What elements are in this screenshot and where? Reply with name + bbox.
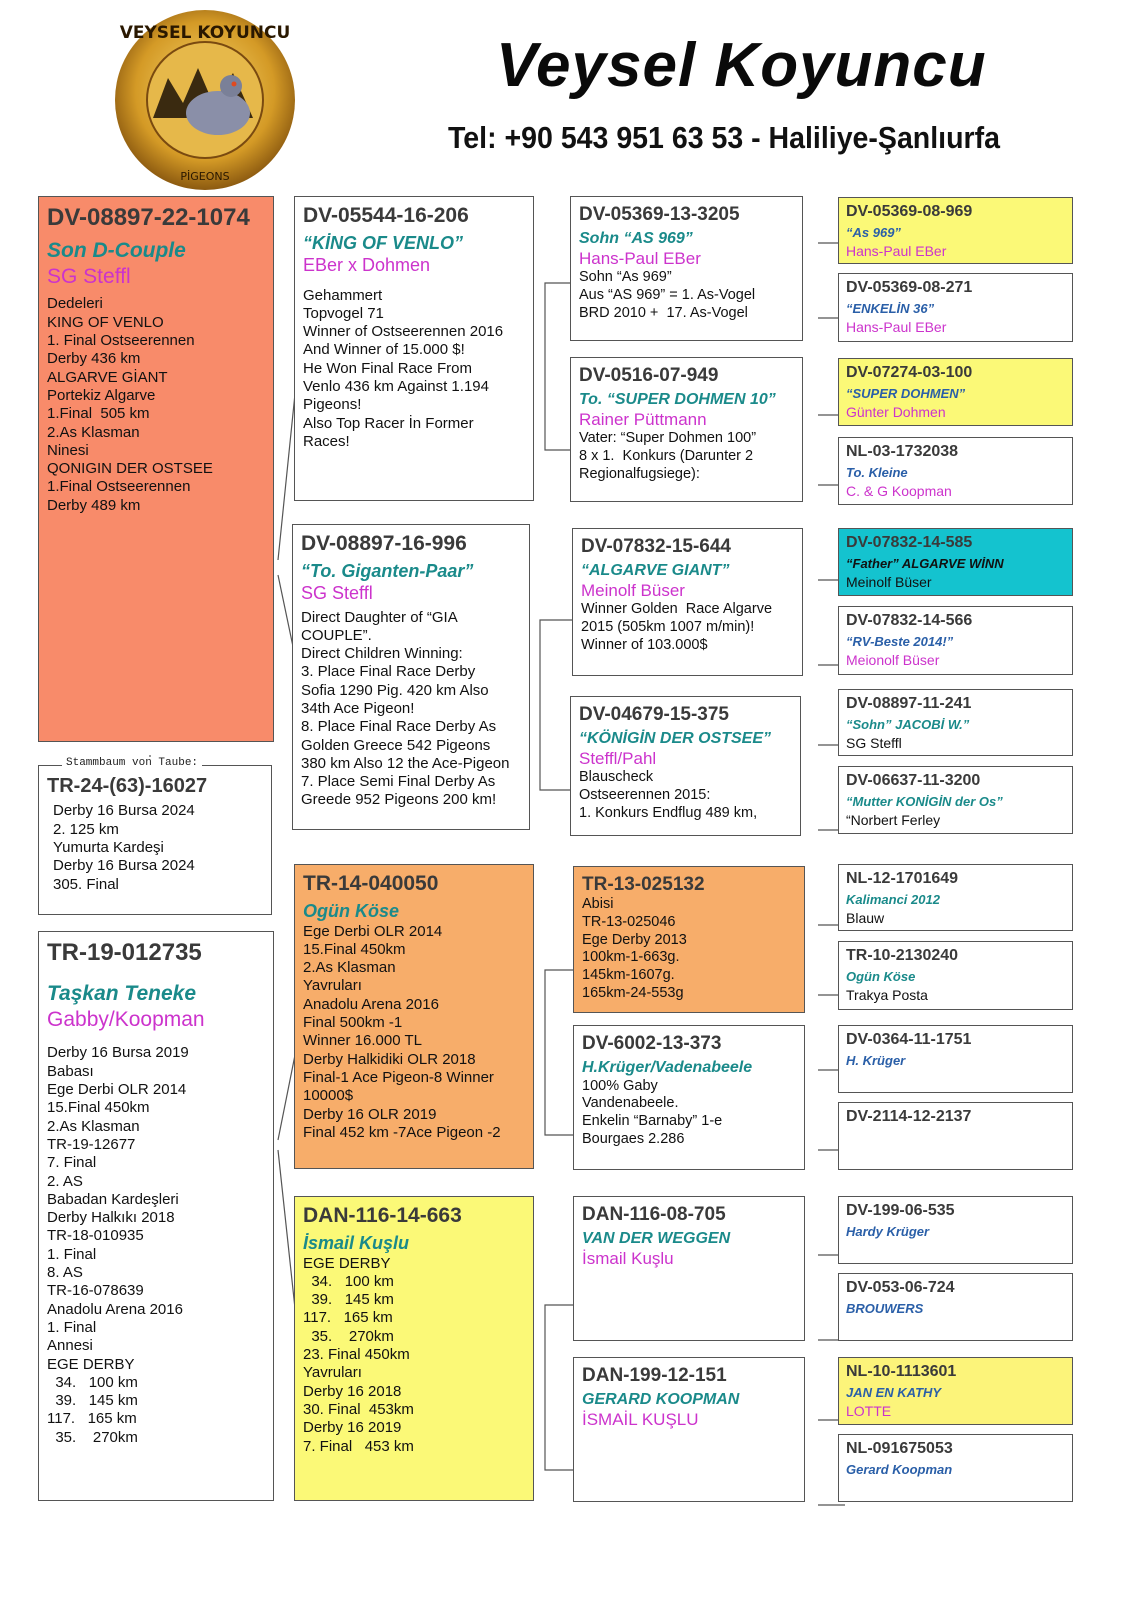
breeder: Meionolf Büser — [846, 652, 940, 669]
svg-text:PİGEONS: PİGEONS — [180, 170, 230, 183]
ring-number: DV-6002-13-373 — [582, 1033, 722, 1054]
great-grandparent-card — [838, 941, 1073, 1010]
pedigree-notes — [579, 769, 792, 822]
ring-number: DV-199-06-535 — [846, 1202, 955, 1219]
pedigree-notes — [301, 609, 521, 810]
dam-card — [38, 931, 274, 1501]
great-grandparent-card — [838, 1102, 1073, 1170]
ring-number: TR-14-040050 — [303, 872, 439, 895]
note-line: Sohn “As 969” — [579, 269, 672, 286]
note-line: Pigeons! — [303, 396, 362, 414]
pigeon-name: H. Krüger — [846, 1052, 906, 1068]
ring-number: NL-12-1701649 — [846, 870, 959, 887]
pedigree-notes — [579, 430, 794, 483]
pigeon-name: Ogün Köse — [846, 968, 916, 984]
pigeon-name: “ALGARVE GIANT” — [581, 562, 730, 580]
note-line: 100km-1-663g. — [582, 949, 680, 966]
note-line: Final 452 km -7Ace Pigeon -2 — [303, 1123, 501, 1141]
pigeon-name: VAN DER WEGGEN — [582, 1230, 731, 1248]
logo — [113, 8, 298, 193]
note-line: 39. 145 km — [303, 1291, 394, 1309]
note-line: Vater: “Super Dohmen 100” — [579, 430, 757, 447]
pigeon-name: BROUWERS — [846, 1300, 924, 1316]
breeder: Steffl/Pahl — [579, 748, 657, 768]
great-grandparent-card — [838, 437, 1073, 505]
note-line: Derby 489 km — [47, 496, 141, 514]
breeder: Hans-Paul EBer — [846, 319, 947, 336]
note-line: Sofia 1290 Pig. 420 km Also — [301, 681, 489, 699]
note-line: Yavruları — [303, 977, 362, 995]
note-line: EGE DERBY — [47, 1355, 135, 1373]
pedigree-notes — [582, 1078, 796, 1149]
note-line: Yavruları — [303, 1364, 362, 1382]
note-line: 1. Final — [47, 1318, 97, 1336]
note-line: Babadan Kardeşleri — [47, 1190, 179, 1208]
note-line: 35. 270km — [303, 1327, 394, 1345]
parent-card — [294, 864, 534, 1169]
grandparent-card — [570, 196, 803, 341]
pigeon-name: “Father” ALGARVE WİNN — [846, 555, 1004, 571]
note-line: Venlo 436 km Against 1.194 — [303, 378, 489, 395]
note-line: 1. Konkurs Endflug 489 km, — [579, 804, 758, 821]
note-line: Greede 952 Pigeons 200 km! — [301, 791, 497, 809]
pedigree-notes — [303, 1255, 525, 1456]
note-line: EGE DERBY — [303, 1254, 391, 1272]
note-line: Anadolu Arena 2016 — [47, 1300, 183, 1318]
pedigree-notes — [581, 601, 794, 654]
breeder: SG Steffl — [301, 582, 373, 603]
breeder: Rainer Püttmann — [579, 409, 707, 429]
ring-number: DV-05369-08-271 — [846, 279, 973, 296]
pigeon-name: Sohn “AS 969” — [579, 230, 693, 248]
note-line: 305. Final — [53, 875, 119, 893]
ring-number: TR-13-025132 — [582, 874, 705, 895]
pigeon-name: “ENKELİN 36” — [846, 300, 935, 316]
note-line: Annesi — [47, 1337, 93, 1355]
grandparent-card — [570, 357, 803, 502]
note-line: Abisi — [582, 896, 614, 913]
note-line: He Won Final Race From — [303, 359, 472, 377]
note-line: Ninesi — [47, 441, 89, 459]
note-line: 34. 100 km — [47, 1373, 138, 1391]
note-line: Bourgaes 2.286 — [582, 1130, 685, 1147]
note-line: 117. 165 km — [47, 1410, 137, 1428]
contact-info: Tel: +90 543 951 63 53 - Haliliye-Şanlıurfa — [448, 120, 1000, 155]
note-line: 7. Place Semi Final Derby As — [301, 773, 496, 791]
note-line: Derby 16 2019 — [303, 1419, 402, 1437]
parent-card — [294, 196, 534, 501]
note-line: And Winner of 15.000 $! — [303, 341, 465, 359]
note-line: Vandenabeele. — [582, 1095, 679, 1112]
breeder: Trakya Posta — [846, 987, 928, 1004]
great-grandparent-card — [838, 766, 1073, 834]
note-line: Ostseerennen 2015: — [579, 787, 711, 804]
note-line: 10000$ — [303, 1087, 354, 1105]
breeder: “Norbert Ferley — [846, 812, 941, 829]
note-line: 34. 100 km — [303, 1272, 394, 1290]
note-line: 8. AS — [47, 1264, 83, 1282]
note-line: Direct Daughter of “GIA — [301, 608, 458, 626]
great-grandparent-card — [838, 1434, 1073, 1502]
pigeon-name: “KİNG OF VENLO” — [303, 232, 464, 253]
note-line: Ege Derby 2013 — [582, 931, 687, 948]
great-grandparent-card — [838, 864, 1073, 931]
pigeon-name: “As 969” — [846, 224, 901, 240]
note-line: Final 500km -1 — [303, 1014, 403, 1032]
note-line: Winner Golden Race Algarve — [581, 601, 773, 618]
note-line: Derby 436 km — [47, 350, 141, 368]
note-line: ALGARVE GİANT — [47, 368, 168, 386]
note-line: 145km-1607g. — [582, 966, 675, 983]
note-line: 15.Final 450km — [303, 940, 406, 958]
great-grandparent-card — [838, 273, 1073, 342]
subject-card — [38, 196, 274, 742]
great-grandparent-card — [838, 606, 1073, 675]
ring-number: DV-05369-13-3205 — [579, 204, 740, 225]
note-line: TR-18-010935 — [47, 1227, 144, 1245]
note-line: Regionalfugsiege): — [579, 465, 700, 482]
grandparent-card — [573, 1357, 805, 1502]
note-line: Derby 16 OLR 2019 — [303, 1105, 437, 1123]
ring-number: DV-08897-11-241 — [846, 695, 972, 712]
pigeon-name: Hardy Krüger — [846, 1223, 930, 1239]
pigeon-name: “Mutter KONİGİN der Os” — [846, 793, 1003, 809]
note-line: 15.Final 450km — [47, 1099, 150, 1117]
note-line: 8 x 1. Konkurs (Darunter 2 — [579, 448, 754, 465]
note-line: 2.As Klasman — [303, 959, 396, 977]
pedigree-notes — [582, 896, 796, 1002]
note-line: 117. 165 km — [303, 1309, 393, 1327]
note-line: Portekiz Algarve — [47, 386, 156, 404]
breeder: EBer x Dohmen — [303, 254, 431, 275]
ring-number: DV-07832-14-566 — [846, 612, 973, 629]
breeder: Gabby/Koopman — [47, 1007, 205, 1031]
breeder: Hans-Paul EBer — [846, 243, 947, 260]
grandparent-card — [573, 1025, 805, 1170]
grandparent-card — [573, 1196, 805, 1341]
ring-number: DAN-116-14-663 — [303, 1204, 462, 1227]
great-grandparent-card — [838, 1273, 1073, 1341]
note-line: BRD 2010 + 17. As-Vogel — [579, 304, 748, 321]
note-line: Ege Derbi OLR 2014 — [47, 1081, 187, 1099]
ring-number: NL-10-1113601 — [846, 1363, 957, 1380]
pigeon-name: To. “SUPER DOHMEN 10” — [579, 391, 776, 409]
note-line: 35. 270km — [47, 1428, 138, 1446]
note-line: Babası — [47, 1062, 94, 1080]
stammbaum-label: Stammbaum von Taube: — [62, 757, 202, 769]
ring-number: DV-05369-08-969 — [846, 203, 973, 220]
note-line: KING OF VENLO — [47, 313, 164, 331]
pigeon-name: Ogün Köse — [303, 900, 400, 921]
pigeon-name: Son D-Couple — [47, 239, 186, 263]
note-line: 8. Place Final Race Derby As — [301, 718, 497, 736]
note-line: 30. Final 453km — [303, 1400, 414, 1418]
pigeon-name: To. Kleine — [846, 464, 908, 480]
note-line: Dedeleri — [47, 295, 103, 313]
pigeon-name: Kalimanci 2012 — [846, 891, 940, 907]
pigeon-name: GERARD KOOPMAN — [582, 1391, 740, 1409]
pedigree-notes — [47, 802, 263, 893]
note-line: Anadolu Arena 2016 — [303, 995, 439, 1013]
note-line: QONIGIN DER OSTSEE — [47, 460, 213, 478]
note-line: 2015 (505km 1007 m/min)! — [581, 619, 755, 636]
ring-number: DAN-199-12-151 — [582, 1365, 727, 1386]
note-line: TR-19-12677 — [47, 1135, 136, 1153]
note-line: 2. 125 km — [53, 820, 119, 838]
note-line: Derby Halkidiki OLR 2018 — [303, 1050, 476, 1068]
note-line: TR-16-078639 — [47, 1282, 144, 1300]
ring-number: DV-04679-15-375 — [579, 704, 729, 725]
breeder: İsmail Kuşlu — [582, 1248, 674, 1268]
pedigree-notes — [303, 923, 525, 1143]
stammbaum-card — [38, 765, 272, 915]
note-line: 2. AS — [47, 1172, 83, 1190]
note-line: 1.Final Ostseerennen — [47, 478, 191, 496]
note-line: 1. Final — [47, 1245, 97, 1263]
ring-number: DV-08897-16-996 — [301, 532, 467, 555]
note-line: COUPLE”. — [301, 626, 372, 644]
note-line: 7. Final — [47, 1154, 97, 1172]
pedigree-notes — [579, 269, 794, 322]
breeder: Hans-Paul EBer — [579, 248, 701, 268]
ring-number: DV-0364-11-1751 — [846, 1031, 972, 1048]
note-line: 2.As Klasman — [47, 1117, 140, 1135]
note-line: 165km-24-553g — [582, 984, 684, 1001]
note-line: Enkelin “Barnaby” 1-e — [582, 1113, 723, 1130]
great-grandparent-card — [838, 358, 1073, 426]
ring-number: DV-053-06-724 — [846, 1279, 955, 1296]
ring-number: DV-0516-07-949 — [579, 365, 719, 386]
note-line: Derby 16 Bursa 2024 — [53, 802, 195, 820]
grandparent-card — [572, 528, 803, 676]
parent-card — [294, 1196, 534, 1501]
note-line: Also Top Racer İn Former — [303, 414, 474, 432]
note-line: Derby Halkıkı 2018 — [47, 1209, 175, 1227]
breeder: LOTTE — [846, 1403, 892, 1420]
note-line: 2.As Klasman — [47, 423, 140, 441]
breeder: SG Steffl — [47, 264, 131, 288]
great-grandparent-card — [838, 197, 1073, 264]
note-line: 23. Final 450km — [303, 1346, 410, 1364]
note-line: Blauscheck — [579, 769, 654, 786]
grandparent-card — [573, 866, 805, 1013]
ring-number: NL-03-1732038 — [846, 443, 959, 460]
ring-number: TR-19-012735 — [47, 939, 202, 966]
note-line: 100% Gaby — [582, 1077, 658, 1094]
ring-number: NL-091675053 — [846, 1440, 953, 1457]
note-line: 3. Place Final Race Derby — [301, 663, 476, 681]
pigeon-name: “SUPER DOHMEN” — [846, 385, 966, 401]
note-line: Gehammert — [303, 286, 383, 304]
note-line: TR-13-025046 — [582, 913, 676, 930]
note-line: 380 km Also 12 the Ace-Pigeon — [301, 754, 510, 772]
breeder: C. & G Koopman — [846, 483, 952, 500]
pigeon-name: Gerard Koopman — [846, 1461, 953, 1477]
ring-number: DV-07832-15-644 — [581, 536, 731, 557]
note-line: Ege Derbi OLR 2014 — [303, 922, 443, 940]
pedigree-notes — [47, 1044, 265, 1447]
ring-number: DV-08897-22-1074 — [47, 204, 250, 231]
note-line: 34th Ace Pigeon! — [301, 700, 415, 717]
note-line: Winner 16.000 TL — [303, 1032, 422, 1050]
pigeon-name: İsmail Kuşlu — [303, 1232, 410, 1253]
breeder: Meinolf Büser — [581, 580, 685, 600]
breeder: SG Steffl — [846, 735, 902, 752]
pigeon-name: JAN EN KATHY — [846, 1384, 942, 1400]
note-line: Final-1 Ace Pigeon-8 Winner — [303, 1068, 494, 1086]
note-line: 1.Final 505 km — [47, 405, 150, 423]
note-line: Derby 16 2018 — [303, 1382, 402, 1400]
ring-number: TR-10-2130240 — [846, 947, 959, 964]
note-line: Golden Greece 542 Pigeons — [301, 736, 491, 754]
note-line: Derby 16 Bursa 2024 — [53, 857, 195, 875]
ring-number: DV-05544-16-206 — [303, 204, 469, 227]
note-line: Direct Children Winning: — [301, 645, 463, 663]
ring-number: DV-07274-03-100 — [846, 364, 973, 381]
note-line: Aus “AS 969” = 1. As-Vogel — [579, 287, 756, 304]
note-line: Races! — [303, 432, 350, 450]
note-line: 7. Final 453 km — [303, 1437, 414, 1455]
great-grandparent-card — [838, 528, 1073, 596]
parent-card — [292, 524, 530, 830]
pedigree-notes — [47, 295, 265, 515]
ring-number: DV-06637-11-3200 — [846, 772, 981, 789]
note-line: Winner of Ostseerennen 2016 — [303, 323, 504, 341]
pigeon-name: “RV-Beste 2014!” — [846, 633, 954, 649]
pigeon-name: H.Krüger/Vadenabeele — [582, 1059, 753, 1077]
ring-number: DV-07832-14-585 — [846, 534, 973, 551]
ring-number: TR-24-(63)-16027 — [47, 775, 208, 797]
breeder: Meinolf Büser — [846, 574, 932, 591]
breeder: Blauw — [846, 910, 885, 927]
great-grandparent-card — [838, 1196, 1073, 1264]
note-line: Topvogel 71 — [303, 304, 384, 322]
note-line: Yumurta Kardeşi — [53, 838, 164, 856]
note-line: 39. 145 km — [47, 1392, 138, 1410]
great-grandparent-card — [838, 1357, 1073, 1425]
pedigree-notes — [303, 287, 525, 452]
note-line: Derby 16 Bursa 2019 — [47, 1044, 189, 1062]
great-grandparent-card — [838, 1025, 1073, 1093]
note-line: Winner of 103.000$ — [581, 636, 708, 653]
ring-number: DAN-116-08-705 — [582, 1204, 726, 1225]
note-line: 1. Final Ostseerennen — [47, 332, 195, 350]
pigeon-name: “KÖNİGİN DER OSTSEE” — [579, 730, 772, 748]
ring-number: DV-2114-12-2137 — [846, 1108, 972, 1125]
breeder: Günter Dohmen — [846, 404, 946, 421]
great-grandparent-card — [838, 689, 1073, 756]
pigeon-name: “To. Giganten-Paar” — [301, 560, 474, 581]
svg-text:VEYSEL KOYUNCU: VEYSEL KOYUNCU — [119, 23, 291, 43]
breeder: İSMAİL KUŞLU — [582, 1409, 699, 1429]
pigeon-name: Taşkan Teneke — [47, 982, 197, 1006]
breeder-name: Veysel Koyuncu — [496, 31, 987, 100]
pigeon-name: “Sohn” JACOBİ W.” — [846, 716, 970, 732]
grandparent-card — [570, 696, 801, 836]
